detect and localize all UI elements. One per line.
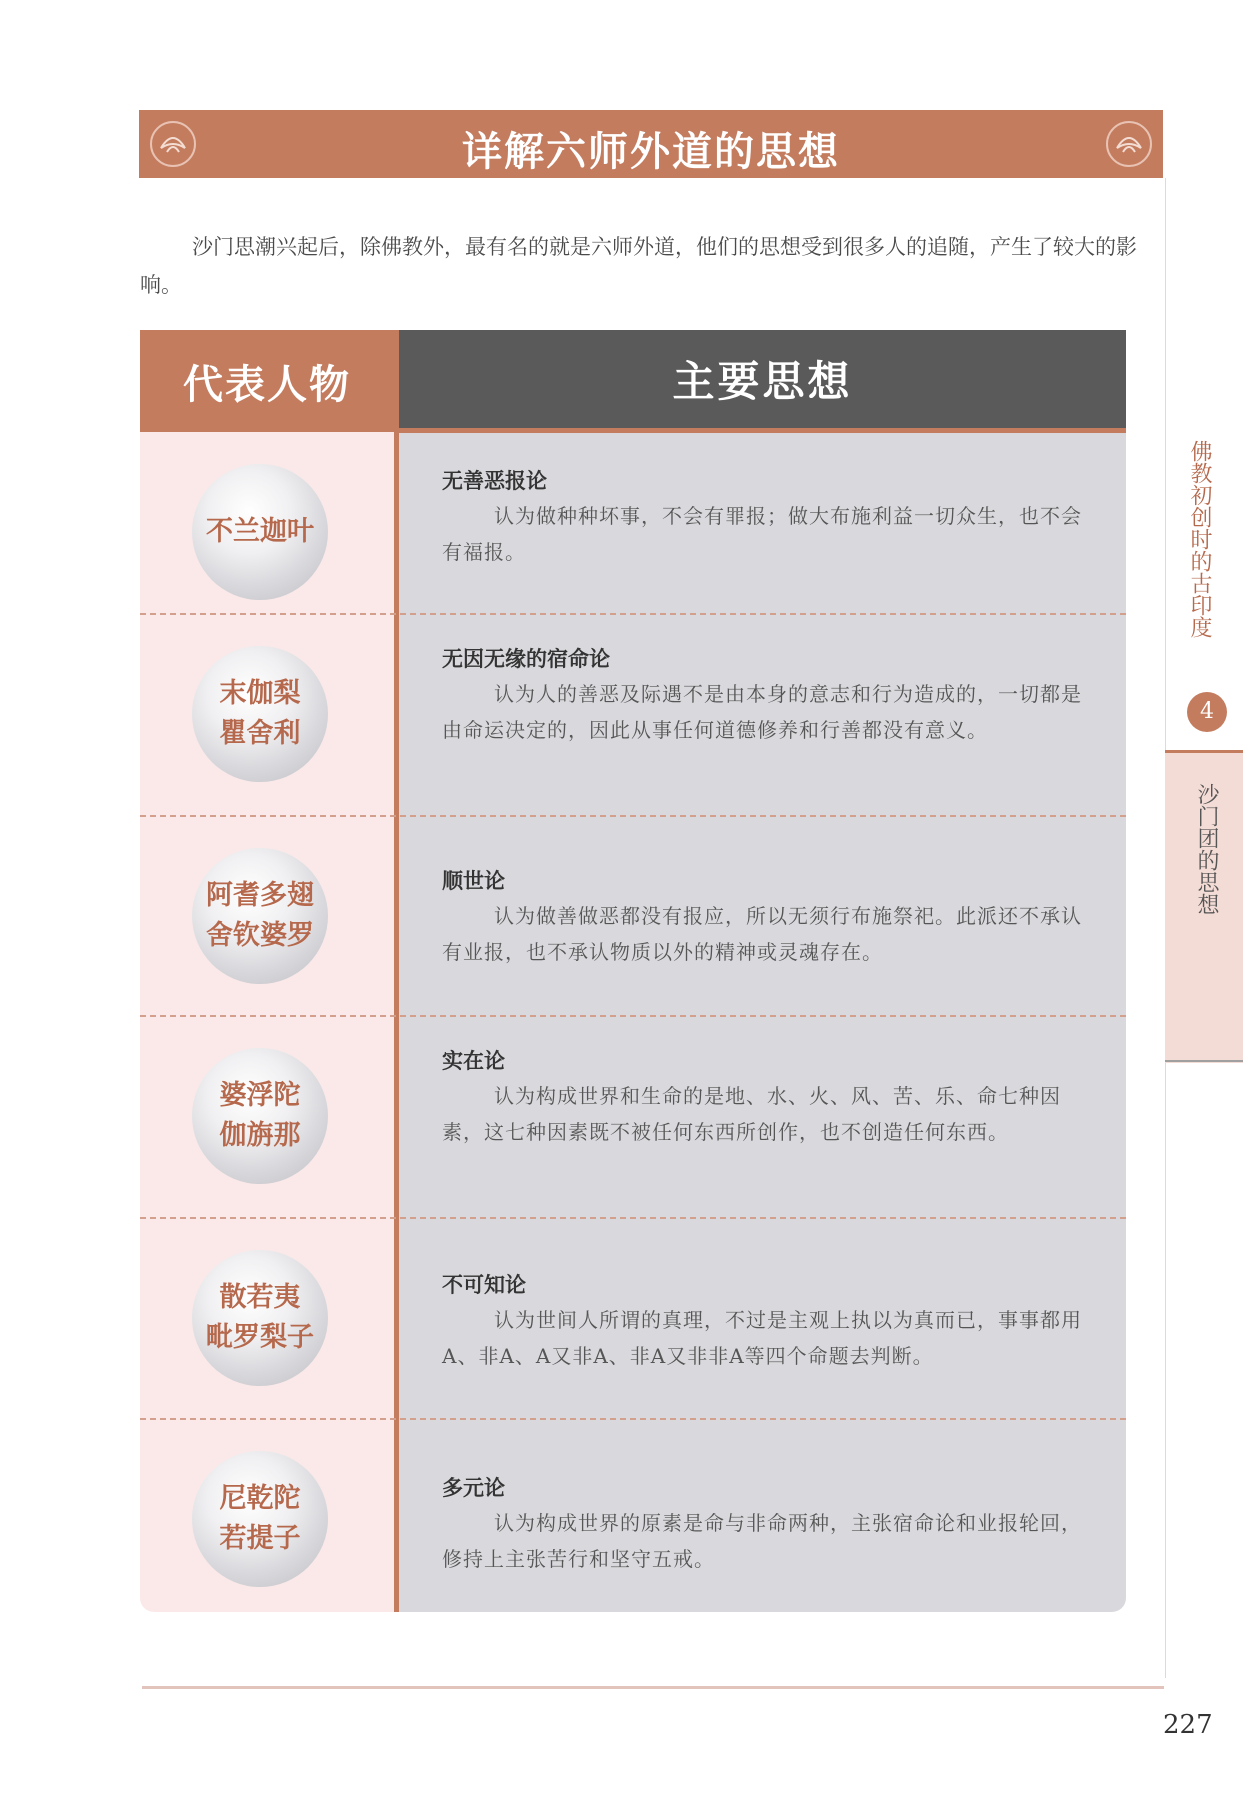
chapter-title: 佛教初创时的古印度	[1187, 440, 1212, 638]
person-badge	[192, 646, 328, 782]
intro-paragraph: 沙门思潮兴起后，除佛教外，最有名的就是六师外道，他们的思想受到很多人的追随，产生了较大的影响。	[140, 235, 1137, 297]
idea-block	[442, 642, 1094, 748]
section-tab	[1165, 750, 1243, 1063]
idea-text: 认为做善做恶都没有报应，所以无须行布施祭祀。此派还不承认有业报，也不承认物质以外的精神或灵魂存在。	[442, 904, 1082, 964]
page-title: 详解六师外道的思想	[462, 129, 840, 175]
table-row	[140, 1016, 1126, 1216]
person-name-line1: 末伽梨	[219, 678, 301, 709]
person-name-line1: 阿耆多翅	[206, 880, 314, 911]
table-row	[140, 432, 1126, 632]
idea-block	[442, 464, 1094, 570]
person-badge	[192, 848, 328, 984]
person-name-line2: 毗罗梨子	[206, 1322, 314, 1353]
person-badge	[192, 1048, 328, 1184]
header-representatives: 代表人物	[140, 330, 394, 432]
idea-title: 无因无缘的宿命论	[442, 647, 610, 671]
chapter-number-badge: 4	[1187, 692, 1227, 732]
idea-text: 认为世间人所谓的真理，不过是主观上执以为真而已，事事都用A、非A、A又非A、非A又非非A等四个命题去判断。	[442, 1308, 1082, 1368]
section-tab-bottom-line	[1165, 1060, 1243, 1062]
page-number: 227	[1163, 1710, 1213, 1740]
person-name-line1: 散若夷	[219, 1282, 301, 1313]
person-name-line2: 伽旃那	[219, 1120, 301, 1151]
header-main-ideas: 主要思想	[399, 330, 1126, 428]
idea-block	[442, 1044, 1094, 1150]
idea-block	[442, 864, 1094, 970]
footer-rule	[142, 1686, 1164, 1689]
six-teachers-table	[140, 330, 1126, 1612]
idea-text: 认为做种种坏事，不会有罪报；做大布施利益一切众生，也不会有福报。	[442, 504, 1082, 564]
lotus-ornament-icon	[1101, 118, 1157, 170]
idea-title: 顺世论	[442, 869, 505, 893]
person-name-line1: 不兰迦叶	[206, 516, 314, 547]
person-badge	[192, 1250, 328, 1386]
table-row	[140, 614, 1126, 814]
table-row	[140, 1218, 1126, 1418]
person-name-line1: 尼乾陀	[219, 1483, 301, 1514]
idea-text: 认为人的善恶及际遇不是由本身的意志和行为造成的，一切都是由命运决定的，因此从事任何道德修养和行善都没有意义。	[442, 682, 1082, 742]
person-name-line2: 舍钦婆罗	[206, 920, 314, 951]
idea-block	[442, 1268, 1094, 1374]
idea-block	[442, 1471, 1094, 1577]
idea-title: 无善恶报论	[442, 469, 547, 493]
person-name-line2: 若提子	[219, 1523, 301, 1554]
section-title: 沙门团的思想	[1194, 783, 1219, 915]
idea-title: 不可知论	[442, 1273, 526, 1297]
title-banner	[139, 110, 1163, 178]
table-row	[140, 1419, 1126, 1609]
table-row	[140, 816, 1126, 1016]
person-name-line2: 瞿舍利	[219, 718, 301, 749]
idea-title: 实在论	[442, 1049, 505, 1073]
person-badge	[192, 1451, 328, 1587]
person-badge	[192, 464, 328, 600]
idea-text: 认为构成世界的原素是命与非命两种，主张宿命论和业报轮回，修持上主张苦行和坚守五戒。	[442, 1511, 1082, 1571]
person-name-line1: 婆浮陀	[219, 1080, 301, 1111]
idea-title: 多元论	[442, 1476, 505, 1500]
idea-text: 认为构成世界和生命的是地、水、火、风、苦、乐、命七种因素，这七种因素既不被任何东西所创作，也不创造任何东西。	[442, 1084, 1061, 1144]
